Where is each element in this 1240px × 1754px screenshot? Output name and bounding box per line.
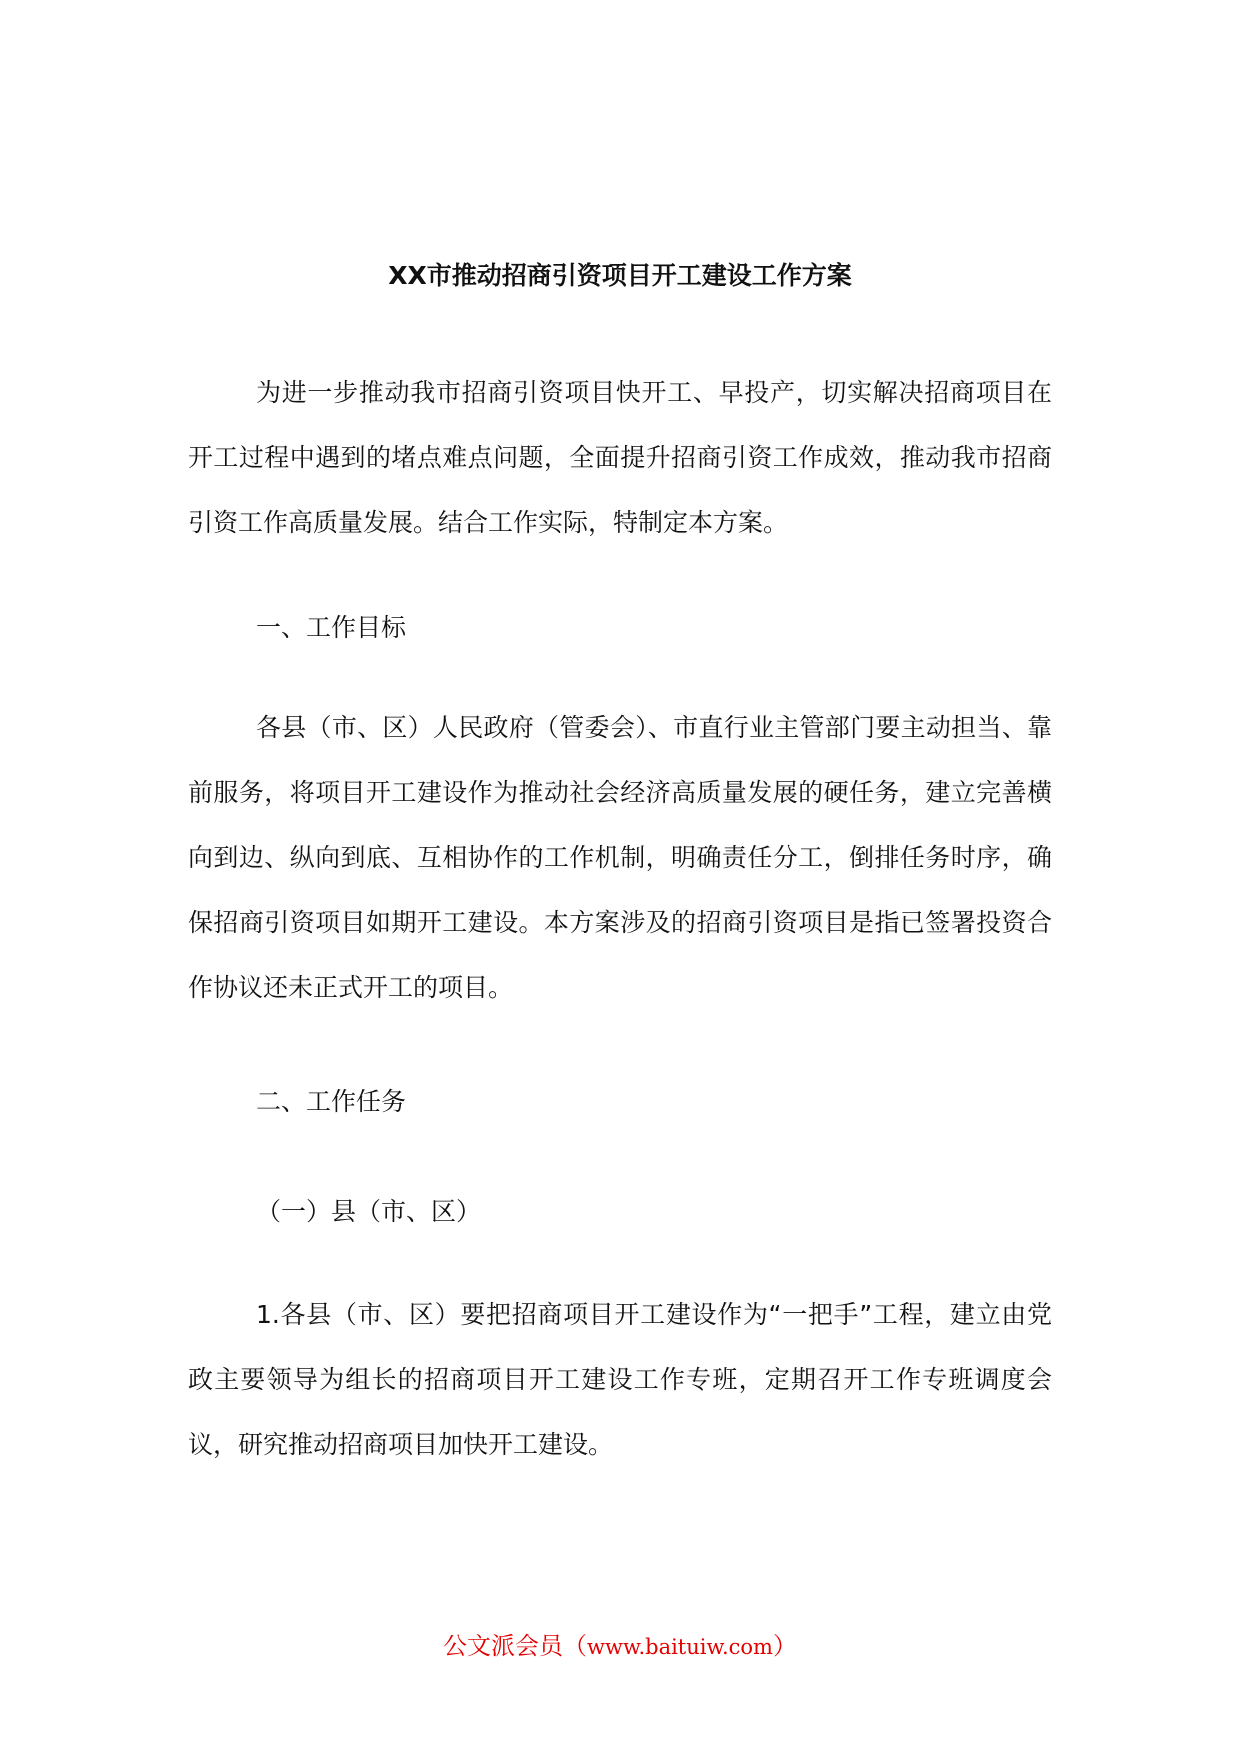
document-title: XX市推动招商引资项目开工建设工作方案 [388, 261, 852, 290]
footer-watermark [0, 1628, 1240, 1665]
section-heading-tasks: 二、工作任务 [256, 1087, 407, 1116]
intro-paragraph: 为进一步推动我市招商引资项目快开工、早投产，切实解决招商项目在开工过程中遇到的堵点难点问题，全面提升招商引资工作成效，推动我市招商引资工作高质量发展。结合工作实际，特制定本方案。 [188, 378, 1052, 537]
footer-close: ） [772, 1632, 797, 1660]
subsection-heading-counties: （一）县（市、区） [256, 1197, 482, 1226]
footer-brand: 公文派会员（ [443, 1632, 588, 1660]
task-item-1: 1.各县（市、区）要把招商项目开工建设作为“一把手”工程，建立由党政主要领导为组长的招商项目开工建设工作专班，定期召开工作专班调度会议，研究推动招商项目加快开工建设。 [188, 1300, 1052, 1459]
section-heading-goals: 一、工作目标 [256, 613, 407, 642]
footer-url[interactable]: www.baituiw.com [587, 1635, 773, 1659]
goals-paragraph: 各县（市、区）人民政府（管委会）、市直行业主管部门要主动担当、靠前服务，将项目开工建设作为推动社会经济高质量发展的硬任务，建立完善横向到边、纵向到底、互相协作的工作机制，明确责任分工，倒排任务时序，确保招商引资项目如期开工建设。本方案涉及的招商引资项目是指已签署投资合作协议还未正式开工的项目。 [188, 713, 1052, 1002]
